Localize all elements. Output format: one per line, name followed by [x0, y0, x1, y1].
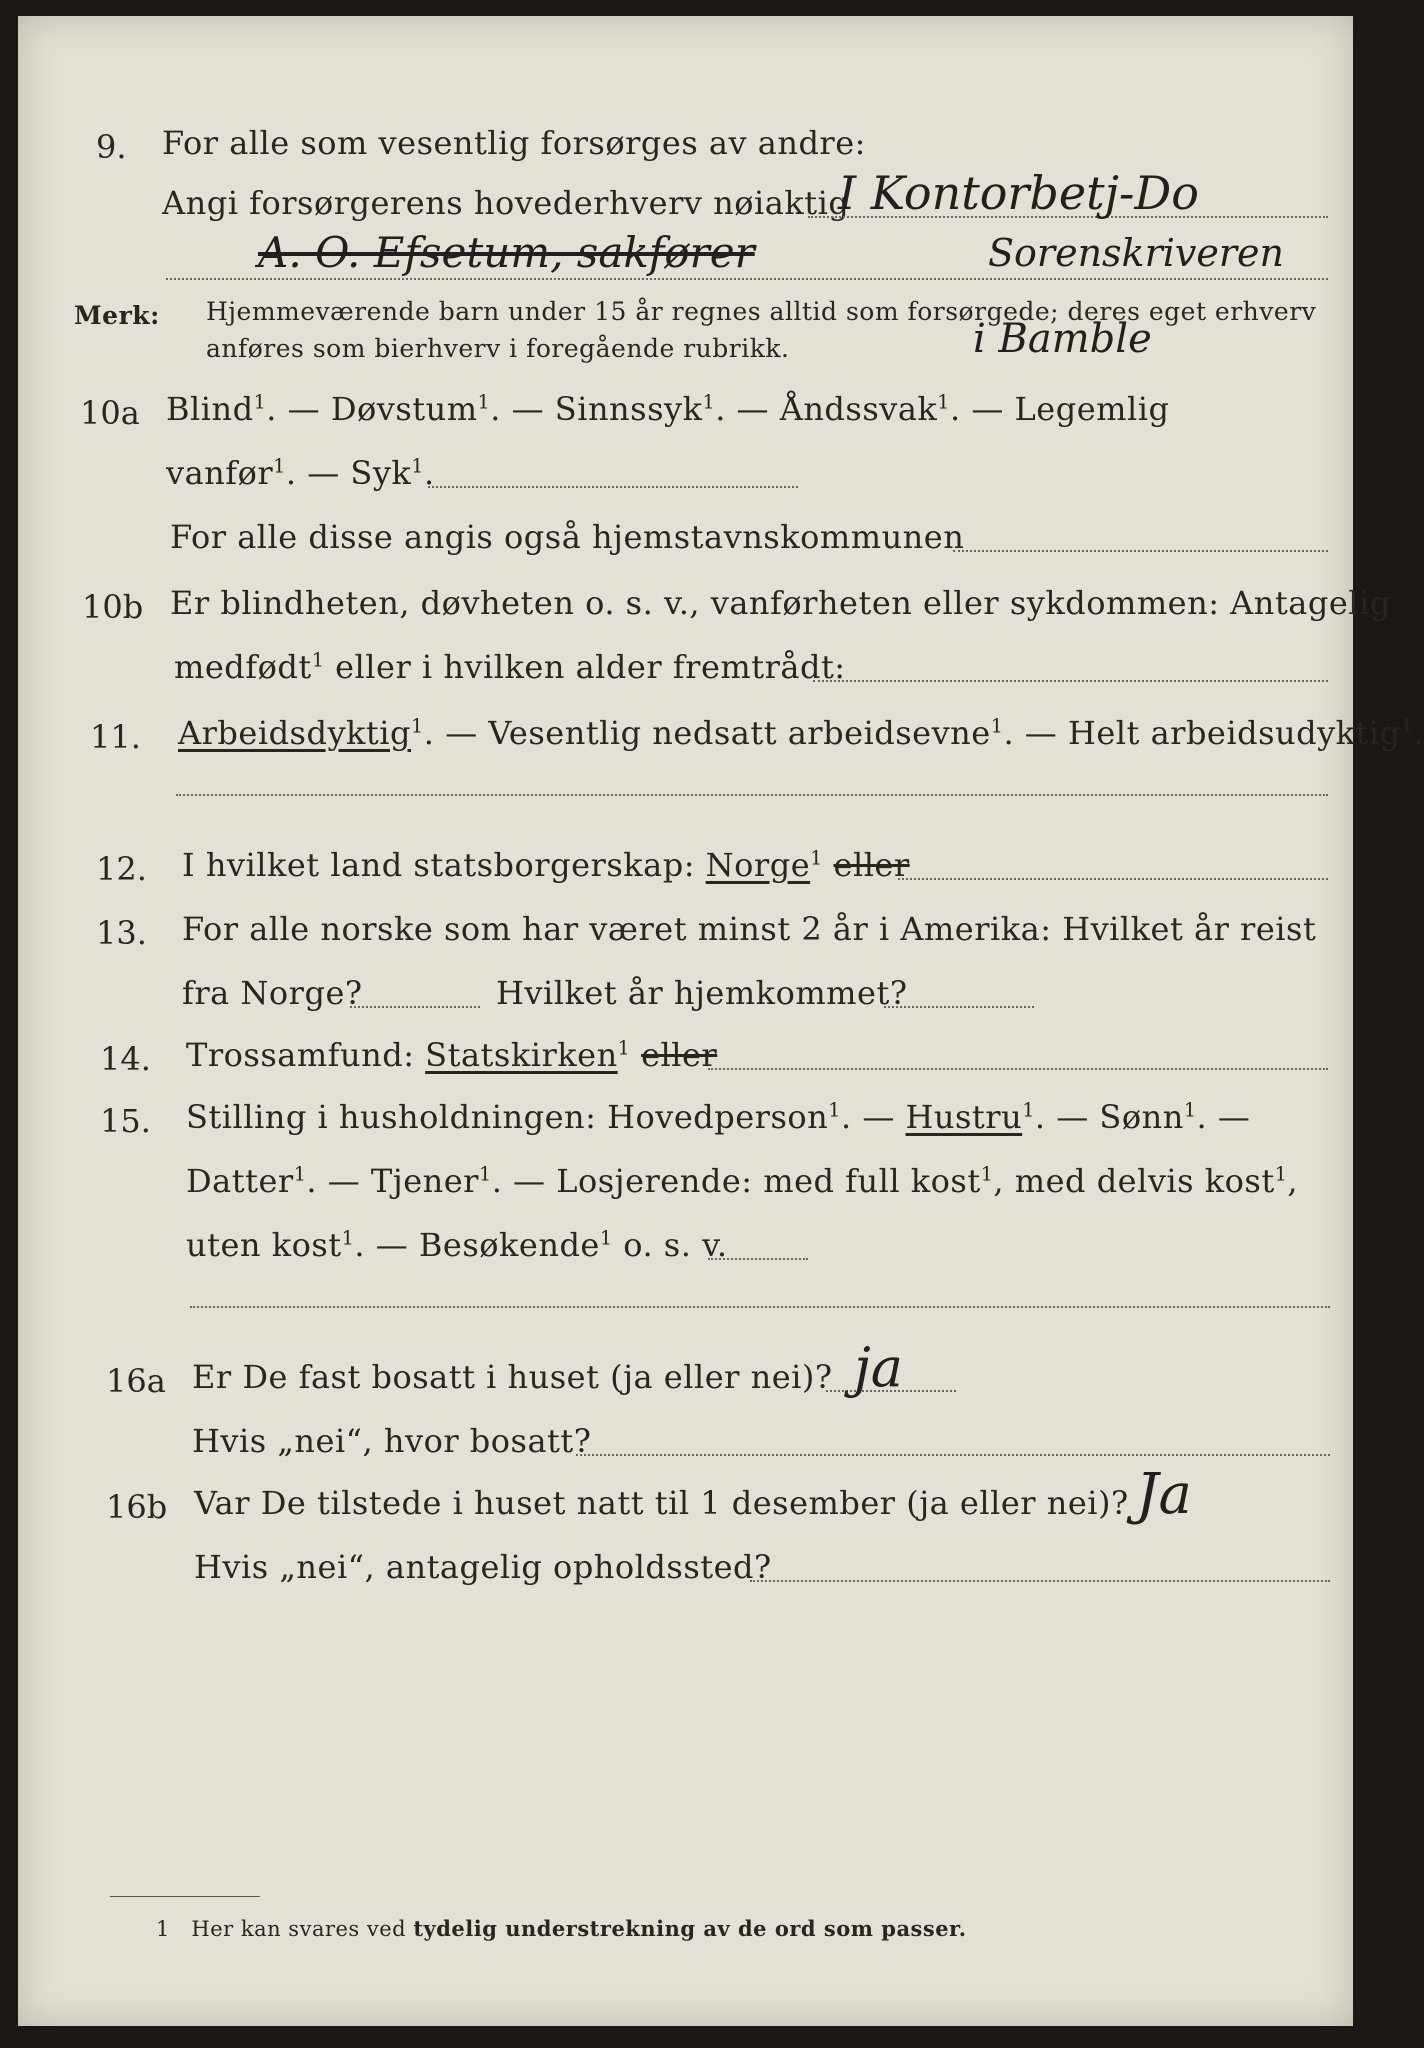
q13-line2b: Hvilket år hjemkommet? — [496, 974, 908, 1012]
q10b-line1: Er blindheten, døvheten o. s. v., vanførheten eller sykdommen: Antagelig — [170, 584, 1391, 622]
q9-number: 9. — [96, 128, 127, 166]
q11-answer-line — [176, 794, 1328, 796]
q12-text: I hvilket land statsborgerskap: — [182, 846, 695, 884]
q10a-hjemstavn-line — [953, 550, 1328, 552]
q12-eller-struck: eller — [833, 846, 910, 884]
q14-answer-line — [708, 1068, 1328, 1070]
q10b-answer-line — [813, 680, 1328, 682]
q9-line2: Angi forsørgerens hovederhverv nøiaktig — [162, 184, 850, 222]
option-vanfor[interactable]: vanfør — [166, 454, 274, 492]
q16b-line1: Var De tilstede i huset natt til 1 desember (ja eller nei)? — [194, 1484, 1129, 1522]
option-hovedperson[interactable]: Hovedperson — [607, 1098, 829, 1136]
footnote — [156, 1916, 967, 1941]
footnote-mark: 1 — [156, 1917, 170, 1941]
q15-number: 15. — [100, 1102, 151, 1140]
merk-line1: Hjemmeværende barn under 15 år regnes alltid som forsørgede; deres eget erhverv — [206, 297, 1317, 326]
option-uten-kost[interactable]: uten kost — [186, 1226, 342, 1264]
q16a-line1: Er De fast bosatt i huset (ja eller nei)? — [192, 1358, 833, 1396]
q14-eller-struck: eller — [641, 1036, 718, 1074]
option-sonn[interactable]: Sønn — [1099, 1098, 1184, 1136]
q9-handwritten-employer: Sorenskriveren — [988, 231, 1284, 275]
merk-label: Merk: — [74, 301, 160, 330]
merk-line2: anføres som bierhverv i foregående rubrikk. — [206, 334, 790, 363]
q10b-line2: medfødt$^1$ eller i hvilken alder fremtrådt: — [174, 648, 846, 686]
q10a-line3: For alle disse angis også hjemstavnskommunen — [170, 518, 965, 556]
option-medfodt[interactable]: medfødt — [174, 648, 312, 686]
q14-text: Trossamfund: — [186, 1036, 415, 1074]
q13-hjemkommet-line — [884, 1006, 1034, 1008]
q15-line2: Datter$^1$. — Tjener$^1$. — Losjerende: med full kost$^1$, med delvis kost$^1$, — [186, 1162, 1299, 1200]
q15-line1: Stilling i husholdningen: Hovedperson$^1$. — Hustru$^1$. — Sønn$^1$. — — [186, 1098, 1251, 1136]
q9-handwritten-place: i Bamble — [973, 316, 1152, 362]
option-full-kost[interactable]: med full kost — [763, 1162, 981, 1200]
option-arbeidsdyktig[interactable]: Arbeidsdyktig — [178, 714, 411, 752]
q16a-number: 16a — [106, 1362, 166, 1400]
option-besokende[interactable]: Besøkende — [418, 1226, 600, 1264]
q13-line1: For alle norske som har været minst 2 år i Amerika: Hvilket år reist — [182, 910, 1317, 948]
footnote-rule — [110, 1896, 260, 1897]
q11-number: 11. — [90, 718, 141, 756]
option-norge[interactable]: Norge — [705, 846, 811, 884]
option-sinnssyk[interactable]: Sinnssyk — [554, 390, 703, 428]
q15-answer-line-2 — [190, 1306, 1330, 1308]
q9-line1: For alle som vesentlig forsørges av andre: — [162, 124, 866, 162]
q10a-line1: Blind$^1$. — Døvstum$^1$. — Sinnssyk$^1$. — Åndssvak$^1$. — Legemlig — [166, 390, 1170, 428]
q12-answer-line — [898, 878, 1328, 880]
option-andssvak[interactable]: Åndssvak — [779, 390, 938, 428]
form-page — [18, 16, 1424, 2026]
q10a-answer-line — [428, 486, 798, 488]
option-dovstum[interactable]: Døvstum — [330, 390, 478, 428]
q11-line: Arbeidsdyktig$^1$. — Vesentlig nedsatt arbeidsevne$^1$. — Helt arbeidsudyktig$^1$. — [178, 714, 1424, 752]
q12-line: I hvilket land statsborgerskap: Norge$^1$ eller — [182, 846, 910, 884]
q10b-number: 10b — [82, 588, 144, 626]
q16b-opholdssted-line — [750, 1580, 1330, 1582]
footnote-text-b: tydelig understrekning av de ord som passer. — [413, 1916, 967, 1941]
q9-answer-line-2 — [166, 278, 1328, 280]
option-nedsatt-arbeidsevne[interactable]: Vesentlig nedsatt arbeidsevne — [488, 714, 991, 752]
q14-number: 14. — [100, 1040, 151, 1078]
q16b-line2: Hvis „nei“, antagelig opholdssted? — [194, 1548, 772, 1586]
option-arbeidsudyktig[interactable]: Helt arbeidsudyktig — [1067, 714, 1401, 752]
q9-handwritten-struck-name: A. O. Efsetum, sakfører — [258, 228, 755, 277]
q16b-number: 16b — [106, 1488, 168, 1526]
q12-number: 12. — [96, 850, 147, 888]
q16b-handwritten-answer: Ja — [1136, 1462, 1192, 1527]
q13-reist-line — [350, 1006, 480, 1008]
option-blind[interactable]: Blind — [166, 390, 254, 428]
option-delvis-kost[interactable]: med delvis kost — [1014, 1162, 1275, 1200]
q10b-line2-rest: eller i hvilken alder fremtrådt: — [335, 648, 846, 686]
option-hustru[interactable]: Hustru — [905, 1098, 1023, 1136]
q15-losjerende: Losjerende: — [556, 1162, 753, 1200]
q10a-number: 10a — [80, 394, 140, 432]
q15-text: Stilling i husholdningen: — [186, 1098, 597, 1136]
q14-line: Trossamfund: Statskirken$^1$ eller — [186, 1036, 718, 1074]
footnote-text-a: Her kan svares ved — [191, 1917, 407, 1941]
q13-number: 13. — [96, 914, 147, 952]
q16a-bosatt-line — [576, 1454, 1330, 1456]
q15-osv: o. s. v. — [623, 1226, 728, 1264]
q13-line2a: fra Norge? — [182, 974, 363, 1012]
q16a-line2: Hvis „nei“, hvor bosatt? — [192, 1422, 592, 1460]
q15-line3: uten kost$^1$. — Besøkende$^1$ o. s. v. — [186, 1226, 728, 1264]
option-syk[interactable]: Syk — [350, 454, 412, 492]
q9-handwritten-occupation: I Kontorbetj-Do — [838, 166, 1199, 220]
q15-answer-line — [708, 1258, 808, 1260]
option-legemlig[interactable]: Legemlig — [1014, 390, 1170, 428]
option-statskirken[interactable]: Statskirken — [425, 1036, 618, 1074]
q10a-line2: vanfør$^1$. — Syk$^1$. — [166, 454, 435, 492]
option-tjener[interactable]: Tjener — [370, 1162, 479, 1200]
q16a-handwritten-answer: ja — [854, 1336, 903, 1399]
option-datter[interactable]: Datter — [186, 1162, 294, 1200]
